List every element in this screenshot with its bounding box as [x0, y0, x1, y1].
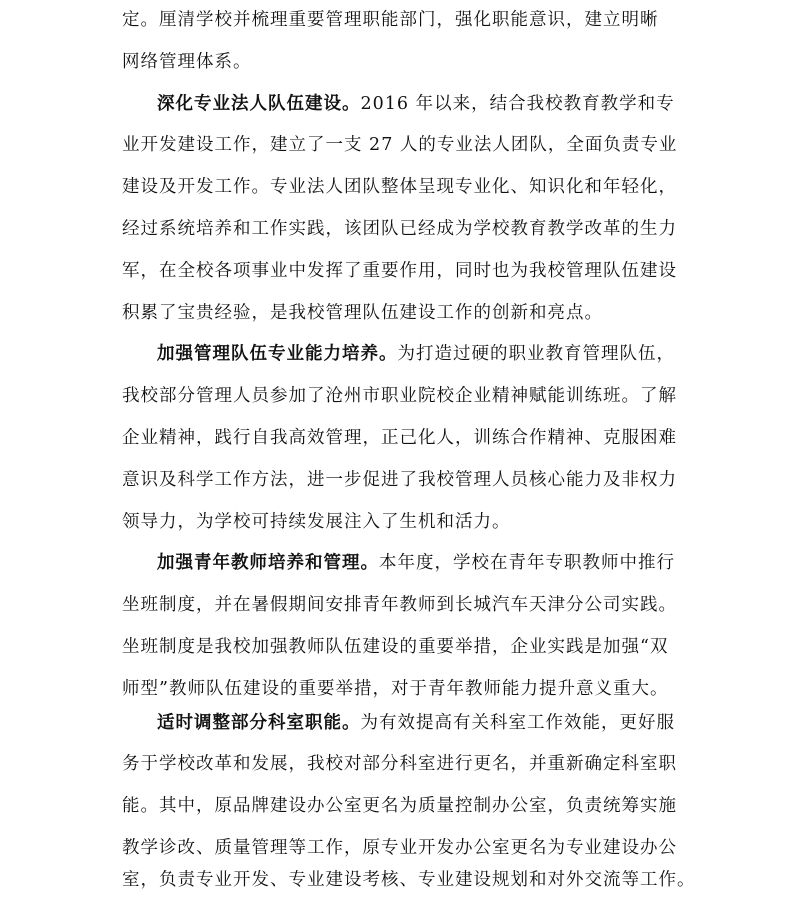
text-line: 坐班制度，并在暑假期间安排青年教师到长城汽车天津分公司实践。 [122, 595, 677, 616]
paragraph-first-line [157, 543, 674, 585]
text-line: 教学诊改、质量管理等工作，原专业开发办公室更名为专业建设办公 [122, 838, 677, 858]
text-line: 务于学校改革和发展，我校对部分科室进行更名，并重新确定科室职 [122, 754, 677, 775]
paragraph-heading: 加强青年教师培养和管理。 [157, 553, 379, 574]
text-line: 建设及开发工作。专业法人团队整体呈现专业化、知识化和年轻化， [122, 177, 677, 198]
paragraph-heading: 加强管理队伍专业能力培养。 [157, 344, 398, 365]
text-span: 本年度，学校在青年专职教师中推行 [379, 553, 675, 574]
text-span: 2016 年以来，结合我校教育教学和专 [360, 93, 675, 114]
text-line: 室，负责专业开发、专业建设考核、专业建设规划和对外交流等工作。 [122, 870, 696, 890]
text-line: 企业精神，践行自我高效管理，正己化人，训练合作精神、克服困难 [122, 428, 677, 448]
text-line: 师型”教师队伍建设的重要举措，对于青年教师能力提升意义重大。 [122, 678, 669, 699]
paragraph-heading: 适时调整部分科室职能。 [157, 712, 361, 733]
paragraph-first-line [157, 334, 674, 376]
text-span: 为打造过硬的职业教育管理队伍， [397, 344, 675, 365]
paragraph-first-line [157, 84, 674, 126]
paragraph-heading: 深化专业法人队伍建设。 [157, 93, 361, 114]
text-line: 坐班制度是我校加强教师队伍建设的重要举措，企业实践是加强“双 [122, 637, 669, 657]
text-line: 积累了宝贵经验，是我校管理队伍建设工作的创新和亮点。 [122, 302, 603, 323]
text-line: 定。厘清学校并梳理重要管理职能部门，强化职能意识，建立明晰 [122, 10, 659, 30]
paragraph-first-line [157, 703, 674, 745]
text-line: 领导力，为学校可持续发展注入了生机和活力。 [122, 511, 511, 532]
text-line: 能。其中，原品牌建设办公室更名为质量控制办公室，负责统筹实施 [122, 796, 677, 817]
text-line: 网络管理体系。 [122, 51, 252, 72]
text-span: 为有效提高有关科室工作效能，更好服 [360, 712, 675, 733]
text-line: 意识及科学工作方法，进一步促进了我校管理人员核心能力及非权力 [122, 469, 677, 490]
text-line: 业开发建设工作，建立了一支 27 人的专业法人团队，全面负责专业 [122, 135, 678, 156]
text-line: 我校部分管理人员参加了沧州市职业院校企业精神赋能训练班。了解 [122, 386, 677, 407]
text-line: 经过系统培养和工作实践，该团队已经成为学校教育教学改革的生力 [122, 219, 677, 239]
text-line: 军，在全校各项事业中发挥了重要作用，同时也为我校管理队伍建设 [122, 260, 677, 281]
